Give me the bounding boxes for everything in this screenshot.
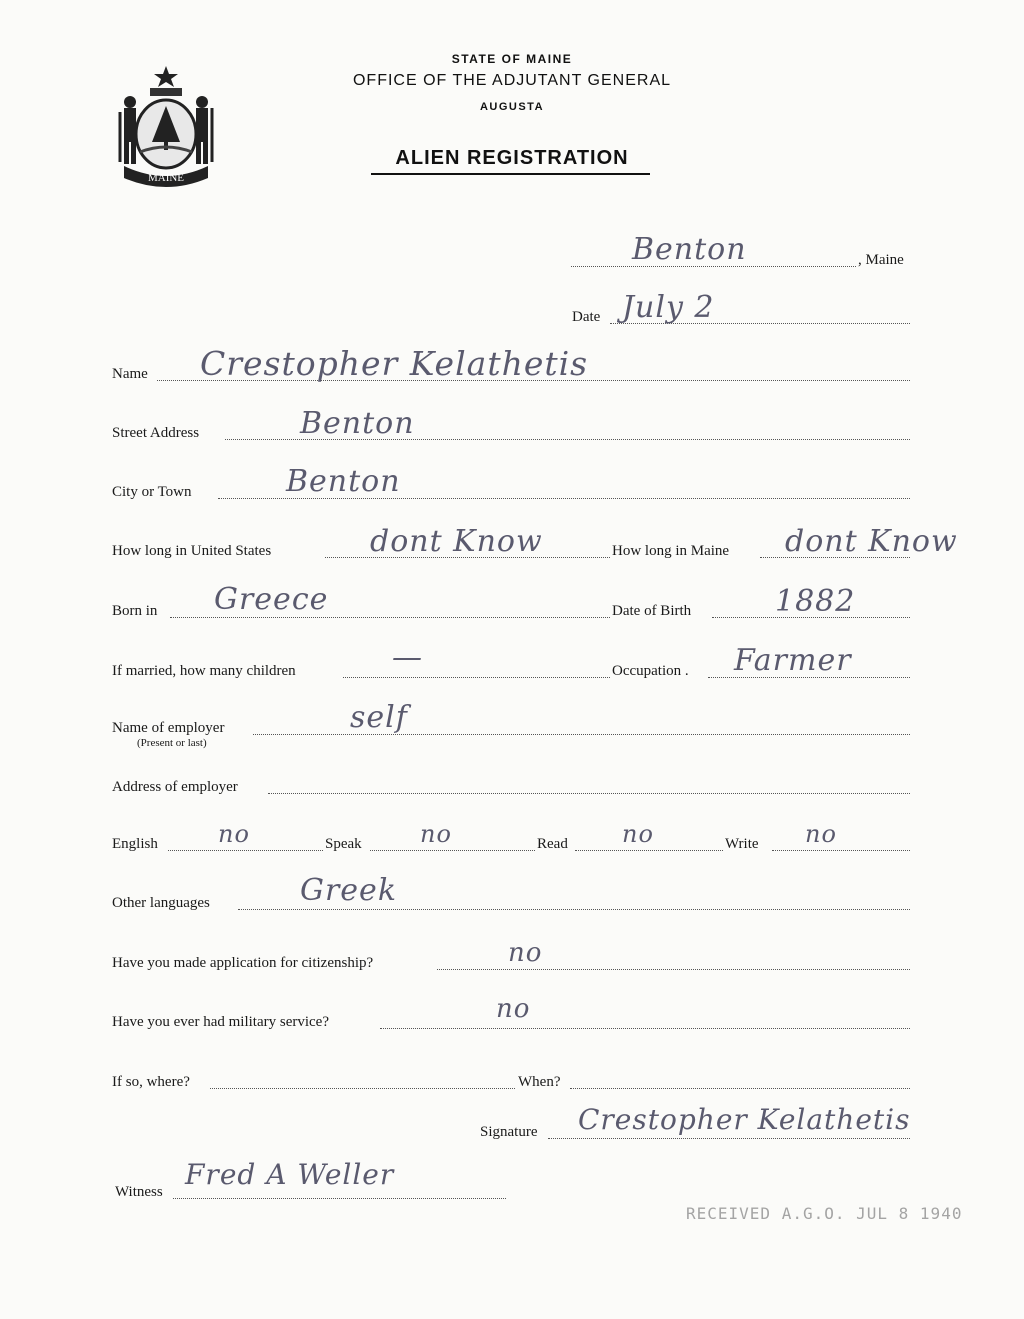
how-long-maine-value[interactable]: dont Know (785, 524, 958, 559)
how-long-us-label: How long in United States (112, 543, 272, 559)
occupation-label: Occupation . (612, 663, 689, 679)
occupation-value[interactable]: Farmer (734, 643, 852, 678)
citizenship-value[interactable]: no (508, 938, 543, 968)
signature-label: Signature (480, 1124, 538, 1140)
speak-value[interactable]: no (420, 820, 452, 848)
signature-value[interactable]: Crestopher Kelathetis (578, 1103, 911, 1136)
write-value[interactable]: no (805, 820, 837, 848)
header-office: OFFICE OF THE ADJUTANT GENERAL (352, 72, 672, 89)
witness-label: Witness (115, 1184, 163, 1200)
english-value[interactable]: no (218, 820, 250, 848)
how-long-maine-label: How long in Maine (612, 543, 730, 559)
born-in-label: Born in (112, 603, 158, 619)
city-or-town-value[interactable]: Benton (286, 464, 401, 499)
witness-value[interactable]: Fred A Weller (185, 1158, 395, 1191)
when-line (570, 1088, 910, 1089)
born-in-line (170, 617, 610, 618)
children-label: If married, how many children (112, 663, 296, 679)
date-of-birth-value[interactable]: 1882 (775, 584, 856, 619)
english-line (168, 850, 323, 851)
english-label: English (112, 836, 158, 852)
if-so-where-label: If so, where? (112, 1074, 190, 1090)
form-title: ALIEN REGISTRATION (395, 147, 629, 169)
date-label: Date (572, 309, 601, 325)
military-value[interactable]: no (496, 994, 531, 1024)
seal-banner-text: MAINE (147, 172, 185, 184)
other-languages-label: Other languages (112, 895, 210, 911)
date-value[interactable]: July 2 (622, 290, 715, 325)
military-label: Have you ever had military service? (112, 1014, 329, 1030)
header-city: AUGUSTA (479, 101, 545, 113)
children-value[interactable]: — (392, 640, 423, 675)
employer-note-label: (Present or last) (137, 737, 207, 749)
date-of-birth-label: Date of Birth (612, 603, 692, 619)
employer-name-label: Name of employer (112, 720, 225, 736)
children-line (343, 677, 610, 678)
town-value[interactable]: Benton (632, 232, 747, 267)
read-label: Read (537, 836, 568, 852)
read-line (575, 850, 723, 851)
name-label: Name (112, 366, 148, 382)
citizenship-line (437, 969, 910, 970)
speak-line (370, 850, 535, 851)
header-state: STATE OF MAINE (451, 52, 573, 66)
street-address-value[interactable]: Benton (300, 406, 415, 441)
other-languages-value[interactable]: Greek (300, 873, 397, 908)
employer-address-line (268, 793, 910, 794)
employer-address-label: Address of employer (112, 779, 238, 795)
speak-label: Speak (325, 836, 362, 852)
how-long-us-value[interactable]: dont Know (370, 524, 543, 559)
born-in-value[interactable]: Greece (214, 582, 329, 617)
street-address-label: Street Address (112, 425, 200, 441)
maine-label: , Maine (858, 252, 904, 268)
military-line (380, 1028, 910, 1029)
read-value[interactable]: no (622, 820, 654, 848)
received-stamp: RECEIVED A.G.O. JUL 8 1940 (686, 1204, 963, 1223)
write-line (772, 850, 910, 851)
witness-line (173, 1198, 506, 1199)
signature-line (548, 1138, 910, 1139)
employer-name-value[interactable]: self (350, 700, 408, 735)
citizenship-label: Have you made application for citizenship? (112, 955, 374, 971)
other-languages-line (238, 909, 910, 910)
if-so-where-line (210, 1088, 515, 1089)
city-or-town-label: City or Town (112, 484, 192, 500)
name-value[interactable]: Crestopher Kelathetis (200, 344, 589, 383)
write-label: Write (725, 836, 759, 852)
title-underline (371, 173, 650, 175)
when-label: When? (518, 1074, 561, 1090)
